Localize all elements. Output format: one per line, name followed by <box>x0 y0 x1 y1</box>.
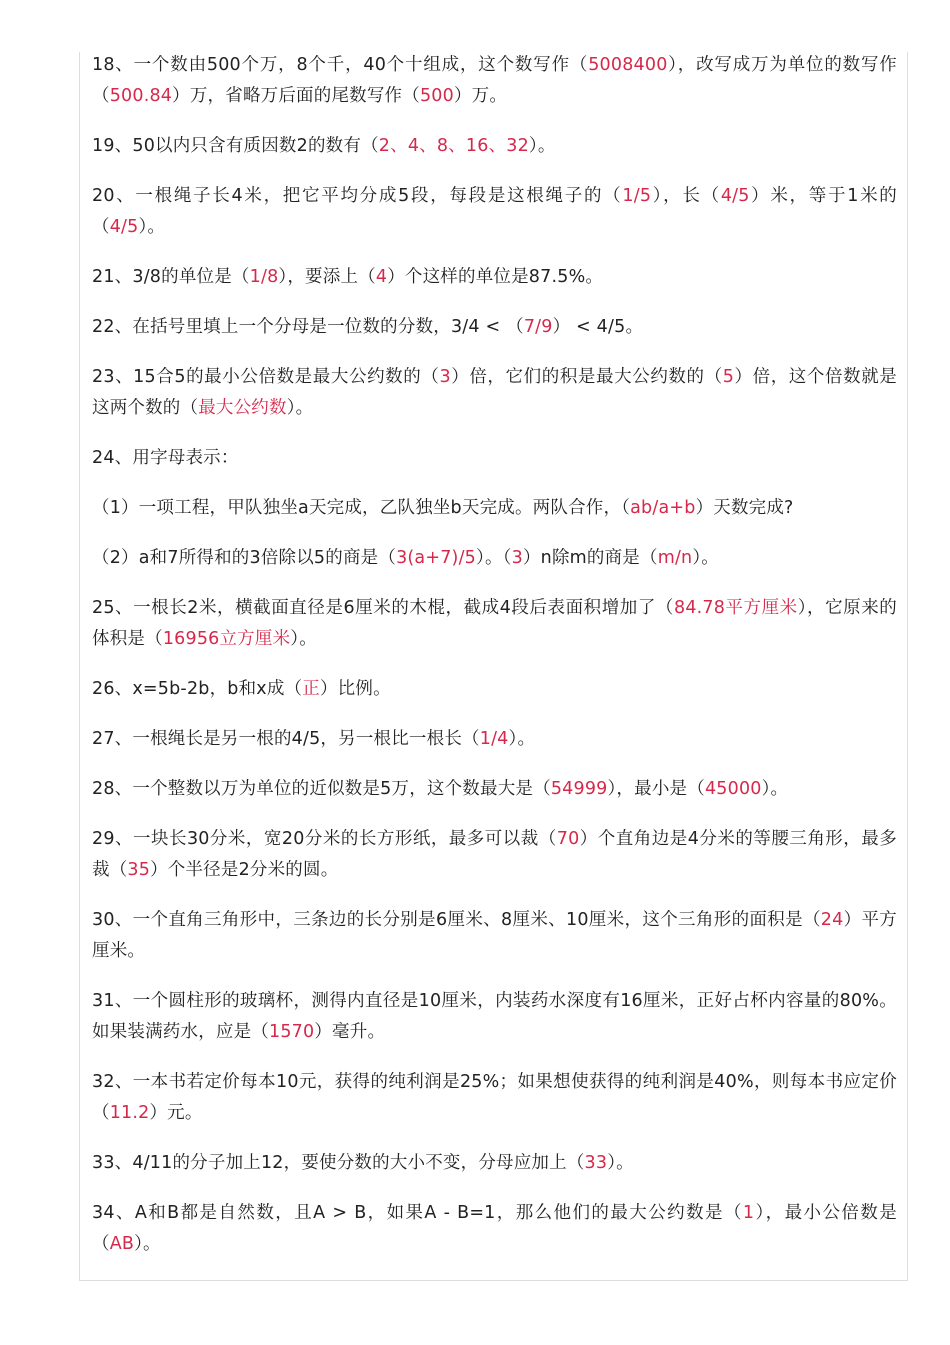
answer-text: ab/a+b <box>630 498 696 518</box>
question-text: ），最小公倍数是（ <box>92 1203 897 1254</box>
question-item <box>92 824 897 886</box>
question-text: ），要添上（ <box>278 267 376 287</box>
question-item <box>92 181 897 243</box>
answer-text: 1 <box>742 1203 755 1223</box>
question-text: ）。（ <box>476 548 512 568</box>
answer-text: 11.2 <box>109 1103 150 1123</box>
question-item <box>92 1067 897 1129</box>
question-text: 30、一个直角三角形中，三条边的长分别是6厘米、8厘米、10厘米，这个三角形的面积是（ <box>92 910 821 930</box>
question-text: 32、一本书若定价每本10元，获得的纯利润是25%；如果想使获得的纯利润是40%，则每本书应定价（ <box>92 1072 897 1123</box>
question-text: ）。 <box>508 729 536 749</box>
answer-text: 1/8 <box>249 267 279 287</box>
question-text: 31、一个圆柱形的玻璃杯，测得内直径是10厘米，内装药水深度有16厘米，正好占杯内容量的80%。如果装满药水，应是（ <box>92 991 897 1042</box>
question-text: ）个这样的单位是87.5%。 <box>387 267 604 287</box>
question-text: ），它原来的体积是（ <box>92 598 898 649</box>
question-text: ），长（ <box>651 186 721 206</box>
answer-text: m/n <box>657 548 693 568</box>
question-item <box>92 312 897 343</box>
question-item <box>92 493 897 524</box>
question-text: ）。 <box>761 779 789 799</box>
question-text: 29、一块长30分米，宽20分米的长方形纸，最多可以裁（ <box>92 829 557 849</box>
question-text: ）万，省略万后面的尾数写作（ <box>172 86 420 106</box>
question-text: ） < 4/5。 <box>552 317 644 337</box>
question-item <box>92 50 897 112</box>
answer-text: 3(a+7)/5 <box>396 548 477 568</box>
answer-text: 54999 <box>550 779 608 799</box>
question-text: ）。 <box>138 217 166 237</box>
question-text: 23、15合5的最小公倍数是最大公约数的（ <box>92 367 440 387</box>
answer-text: 5008400 <box>588 55 668 75</box>
question-text: ）n除m的商是（ <box>522 548 658 568</box>
question-text: ）。 <box>290 629 317 649</box>
question-item <box>92 262 897 293</box>
answer-text: 33 <box>584 1153 608 1173</box>
answer-text: 45000 <box>704 779 762 799</box>
question-item <box>92 443 897 474</box>
question-item <box>92 724 897 755</box>
answer-text: 1570 <box>269 1022 315 1042</box>
question-item <box>92 986 897 1048</box>
question-text: 21、3/8的单位是（ <box>92 267 250 287</box>
question-text: ）毫升。 <box>314 1022 386 1042</box>
answer-text: 500 <box>419 86 454 106</box>
question-item <box>92 593 897 655</box>
question-list <box>92 50 897 1279</box>
answer-text: 70 <box>556 829 580 849</box>
question-text: ）万。 <box>453 86 508 106</box>
question-text: ）。 <box>528 136 556 156</box>
answer-text: 3 <box>511 548 523 568</box>
question-text: ）。 <box>286 398 314 418</box>
question-text: ）倍，这个倍数就是这两个数的（ <box>92 367 897 418</box>
answer-text: AB <box>109 1234 135 1254</box>
answer-text: 4 <box>375 267 388 287</box>
question-text: ）。 <box>607 1153 634 1173</box>
question-text: 33、4/11的分子加上12，要使分数的大小不变，分母应加上（ <box>92 1153 585 1173</box>
question-text: （2）a和7所得和的3倍除以5的商是（ <box>92 548 397 568</box>
answer-text: 2、4、8、16、32 <box>378 136 529 156</box>
answer-text: 5 <box>722 367 735 387</box>
answer-text: 最大公约数 <box>198 398 287 418</box>
question-text: ）比例。 <box>319 679 391 699</box>
answer-text: 1/4 <box>479 729 509 749</box>
question-text: ），最小是（ <box>607 779 705 799</box>
question-item <box>92 774 897 805</box>
question-item <box>92 362 897 424</box>
answer-text: 24 <box>820 910 844 930</box>
question-text: ）倍，它们的积是最大公约数的（ <box>450 367 723 387</box>
question-item <box>92 1198 897 1260</box>
question-text: 24、用字母表示： <box>92 448 239 468</box>
answer-text: 16956立方厘米 <box>162 629 291 649</box>
question-text: 19、50以内只含有质因数2的数有（ <box>92 136 379 156</box>
question-text: ）平方厘米。 <box>92 910 897 961</box>
answer-text: 35 <box>127 860 151 880</box>
question-text: 27、一根绳长是另一根的4/5，另一根比一根长（ <box>92 729 480 749</box>
answer-text: 4/5 <box>109 217 139 237</box>
question-text: ）个直角边是4分米的等腰三角形，最多裁（ <box>92 829 897 880</box>
answer-text: 正 <box>302 679 320 699</box>
question-item <box>92 1148 897 1179</box>
question-text: ）。 <box>134 1234 161 1254</box>
question-text: 28、一个整数以万为单位的近似数是5万，这个数最大是（ <box>92 779 551 799</box>
question-text: 20、一根绳子长4米，把它平均分成5段，每段是这根绳子的（ <box>92 186 623 206</box>
question-text: 25、一根长2米，横截面直径是6厘米的木棍，截成4段后表面积增加了（ <box>92 598 674 618</box>
answer-text: 84.78平方厘米 <box>674 598 798 618</box>
question-item <box>92 543 897 574</box>
question-text: 22、在括号里填上一个分母是一位数的分数，3/4 < （ <box>92 317 524 337</box>
answer-text: 500.84 <box>109 86 173 106</box>
answer-text: 4/5 <box>720 186 750 206</box>
question-text: 18、一个数由500个万，8个千，40个十组成，这个数写作（ <box>92 55 589 75</box>
question-text: ）。 <box>692 548 720 568</box>
question-text: ）元。 <box>149 1103 203 1123</box>
answer-text: 3 <box>439 367 451 387</box>
answer-text: 7/9 <box>523 317 553 337</box>
question-item <box>92 674 897 705</box>
answer-text: 1/5 <box>622 186 652 206</box>
question-text: 26、x=5b-2b，b和x成（ <box>92 679 303 699</box>
question-text: ）天数完成? <box>695 498 794 518</box>
question-text: ）米，等于1米的（ <box>92 186 897 237</box>
question-text: 34、A和B都是自然数，且A > B，如果A - B=1，那么他们的最大公约数是（ <box>92 1203 743 1223</box>
question-item <box>92 131 897 162</box>
question-item <box>92 905 897 967</box>
question-text: （1）一项工程，甲队独坐a天完成，乙队独坐b天完成。两队合作，（ <box>92 498 631 518</box>
question-text: ）个半径是2分米的圆。 <box>150 860 339 880</box>
question-text: ），改写成万为单位的数写作（ <box>92 55 897 106</box>
